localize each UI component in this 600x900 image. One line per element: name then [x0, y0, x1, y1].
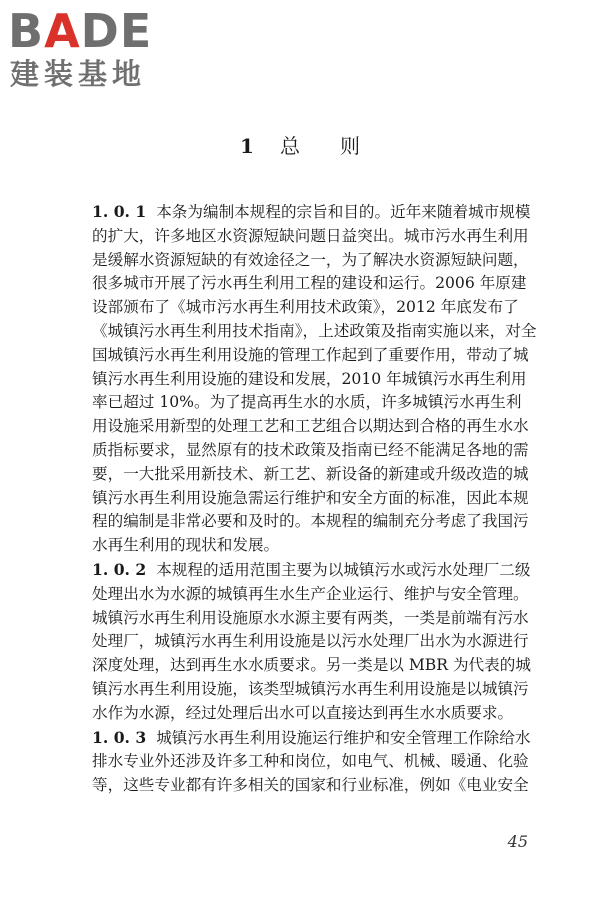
line-text: 要，一大批采用新技术、新工艺、新设备的新建或升级改造的城	[92, 464, 529, 483]
text-line	[92, 630, 548, 654]
line-text: 镇污水再生利用设施急需运行维护和安全方面的标准，因此本规	[92, 488, 529, 507]
text-line	[92, 296, 548, 320]
body-text	[92, 200, 548, 798]
line-text: 处理厂，城镇污水再生利用设施是以污水处理厂出水为水源进行	[92, 632, 529, 651]
text-line	[92, 583, 548, 607]
line-text: 水再生利用的现状和发展。	[92, 536, 280, 555]
line-text: 是缓解水资源短缺的有效途径之一，为了解决水资源短缺问题，	[92, 250, 529, 269]
logo-letters-de: DE	[80, 4, 153, 58]
text-line	[92, 774, 548, 798]
text-line	[92, 463, 548, 487]
text-line	[92, 558, 548, 583]
line-text: 用设施采用新型的处理工艺和工艺组合以期达到合格的再生水水	[92, 417, 529, 436]
line-text: 本规程的适用范围主要为以城镇污水或污水处理厂二级	[146, 560, 531, 579]
text-line	[92, 225, 548, 249]
chapter-title-part1: 总	[279, 134, 300, 158]
text-line	[92, 534, 548, 558]
line-text: 镇污水再生利用设施的建设和发展，2010 年城镇污水再生利用	[92, 369, 527, 388]
line-text: 本条为编制本规程的宗旨和目的。近年来随着城市规模	[146, 203, 531, 221]
text-line	[92, 272, 548, 296]
clause-number: 1. 0. 2	[92, 559, 147, 579]
line-text: 水作为水源，经过处理后出水可以直接达到再生水水质要求。	[92, 703, 514, 722]
logo-letter-b: B	[8, 4, 45, 58]
line-text: 镇污水再生利用设施，该类型城镇污水再生利用设施是以城镇污	[92, 679, 529, 698]
line-text: 国城镇污水再生利用设施的管理工作起到了重要作用，带动了城	[92, 345, 529, 364]
text-line	[92, 200, 548, 225]
text-line	[92, 391, 548, 415]
line-text: 排水专业外还涉及许多工种和岗位，如电气、机械、暖通、化验	[92, 752, 529, 771]
logo-letter-a: A	[44, 4, 81, 58]
page-number: 45	[507, 832, 528, 851]
text-line	[92, 702, 548, 726]
chapter-title-part2: 则	[339, 134, 360, 158]
text-line	[92, 320, 548, 344]
text-line	[92, 678, 548, 702]
text-line	[92, 726, 548, 751]
line-text: 城镇污水再生利用设施运行维护和安全管理工作除给水	[146, 728, 531, 747]
line-text: 很多城市开展了污水再生利用工程的建设和运行。2006 年原建	[92, 274, 527, 293]
line-text: 率已超过 10%。为了提高再生水的水质，许多城镇污水再生利	[92, 393, 522, 412]
line-text: 《城镇污水再生利用技术指南》，上述政策及指南实施以来，对全	[92, 321, 537, 340]
line-text: 城镇污水再生利用设施原水水源主要有两类，一类是前端有污水	[92, 608, 529, 627]
logo-wordmark	[8, 6, 152, 56]
text-line	[92, 249, 548, 273]
clause-number: 1. 0. 1	[92, 202, 147, 221]
text-line	[92, 510, 548, 534]
line-text: 的扩大，许多地区水资源短缺问题日益突出。城市污水再生利用	[92, 226, 529, 245]
line-text: 处理出水为水源的城镇再生水生产企业运行、维护与安全管理。	[92, 584, 529, 603]
line-text: 质指标要求，显然原有的技术政策及指南已经不能满足各地的需	[92, 440, 529, 459]
text-line	[92, 487, 548, 511]
chapter-number: 1	[240, 134, 254, 158]
bade-logo	[8, 6, 178, 92]
text-line	[92, 439, 548, 463]
text-line	[92, 607, 548, 631]
clause-number: 1. 0. 3	[92, 727, 147, 747]
text-line	[92, 415, 548, 439]
text-line	[92, 750, 548, 774]
logo-subtitle: 建装基地	[10, 57, 147, 91]
line-text: 等，这些专业都有许多相关的国家和行业标准，例如《电业安全	[92, 776, 529, 795]
chapter-title	[0, 132, 600, 160]
text-line	[92, 654, 548, 678]
line-text: 深度处理，达到再生水水质要求。另一类是以 MBR 为代表的城	[92, 656, 531, 675]
line-text: 设部颁布了《城市污水再生利用技术政策》，2012 年底发布了	[92, 298, 519, 317]
text-line	[92, 368, 548, 392]
line-text: 程的编制是非常必要和及时的。本规程的编制充分考虑了我国污	[92, 512, 529, 531]
text-line	[92, 344, 548, 368]
